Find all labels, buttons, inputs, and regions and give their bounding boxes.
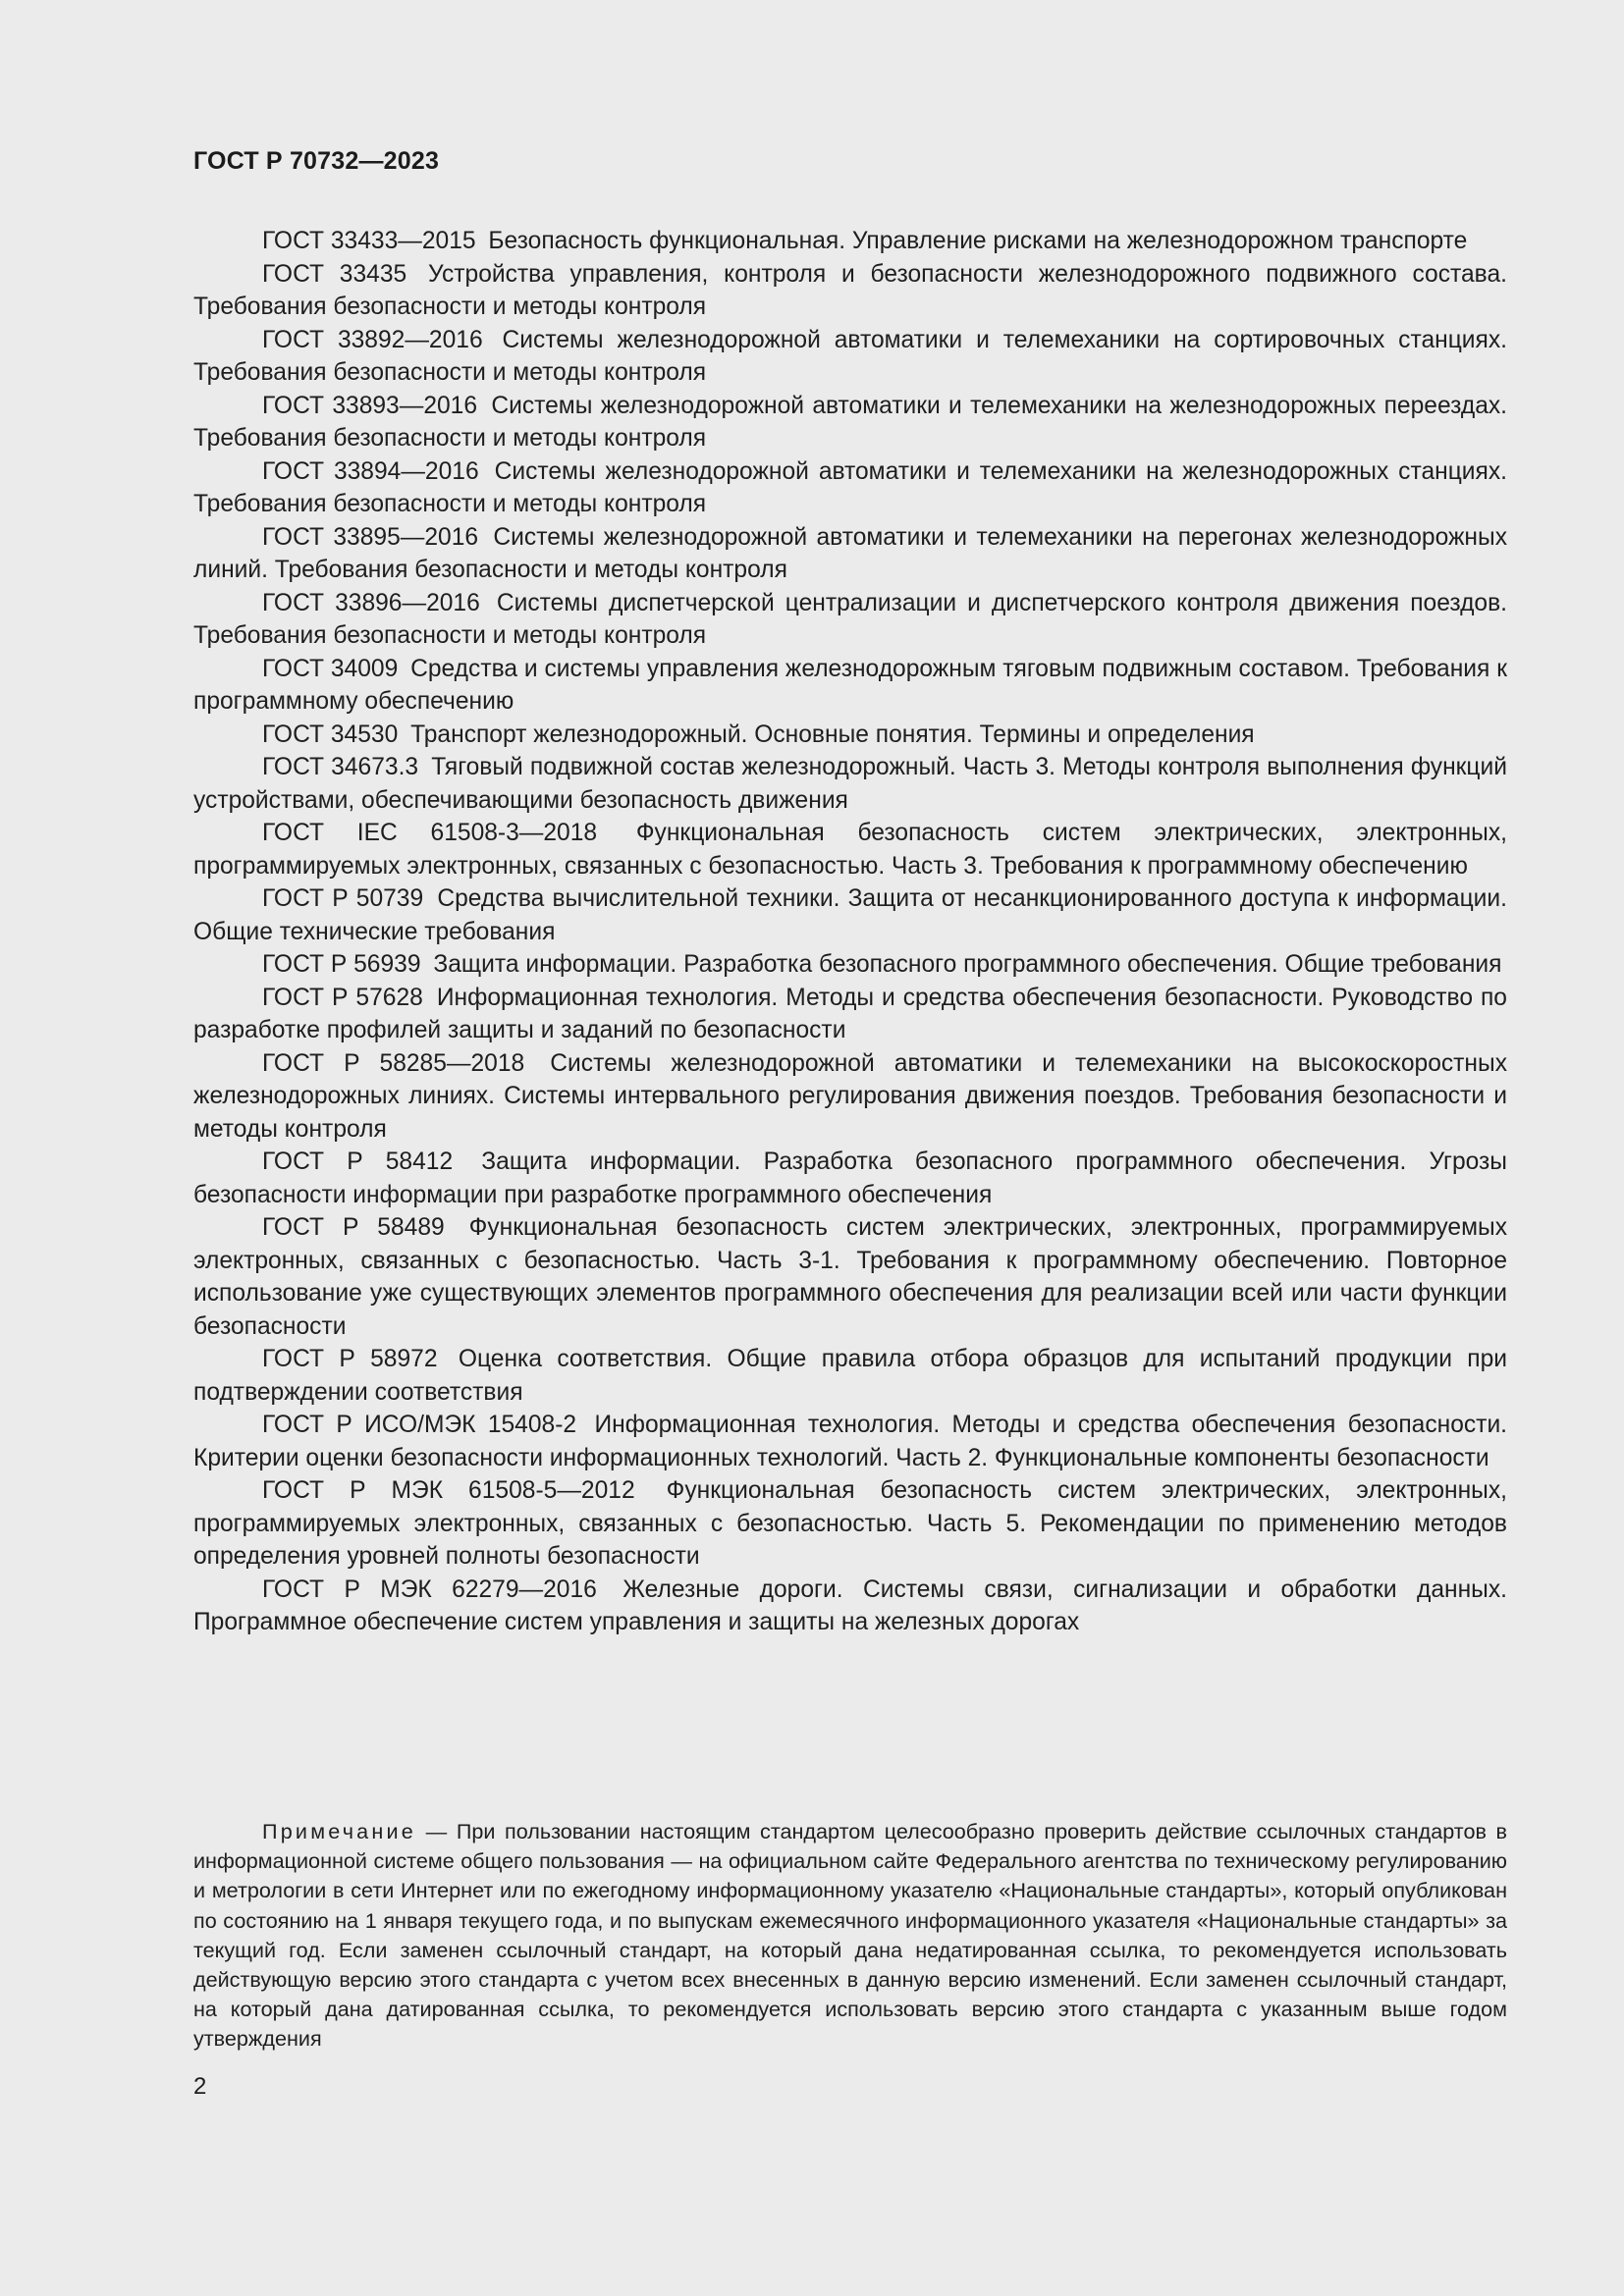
- reference-title: Информационная технология. Методы и средства обеспечения безопасности. Критерии оценки безопасности информационных технологий. Часть 2. Функциональные компоненты безопасности: [193, 1412, 1508, 1471]
- note-label: Примечание: [262, 1819, 416, 1843]
- reference-title: Средства и системы управления железнодорожным тяговым подвижным составом. Требования к программному обеспечению: [193, 655, 1507, 715]
- reference-title: Средства вычислительной техники. Защита от несанкционированного доступа к информации. Общие технические требования: [193, 885, 1507, 945]
- reference-title: Защита информации. Разработка безопасного программного обеспечения. Угрозы безопасности информации при разработке программного обеспечения: [193, 1148, 1507, 1208]
- reference-item: [193, 948, 1507, 982]
- reference-item: [193, 1047, 1507, 1147]
- reference-code: ГОСТ IEC 61508-3—2018: [262, 820, 598, 846]
- reference-code: ГОСТ Р 57628: [262, 984, 423, 1011]
- reference-title: Системы железнодорожной автоматики и телемеханики на перегонах железнодорожных линий. Требования безопасности и методы контроля: [193, 523, 1507, 583]
- reference-item: [193, 653, 1507, 719]
- reference-title: Системы железнодорожной автоматики и телемеханики на сортировочных станциях. Требования безопасности и методы контроля: [193, 326, 1507, 386]
- reference-title: Транспорт железнодорожный. Основные понятия. Термины и определения: [410, 721, 1255, 748]
- reference-code: ГОСТ 33433—2015: [262, 228, 476, 254]
- page-number: 2: [193, 2073, 207, 2100]
- normative-references-list: [193, 225, 1507, 1639]
- reference-item: [193, 1146, 1507, 1211]
- reference-title: Системы диспетчерской централизации и диспетчерского контроля движения поездов. Требования безопасности и методы контроля: [193, 589, 1507, 649]
- reference-code: ГОСТ Р МЭК 61508-5—2012: [262, 1477, 635, 1504]
- reference-code: ГОСТ 33892—2016: [262, 326, 483, 353]
- reference-item: [193, 982, 1507, 1047]
- reference-item: [193, 1343, 1507, 1409]
- reference-code: ГОСТ Р ИСО/МЭК 15408-2: [262, 1412, 577, 1438]
- reference-code: ГОСТ Р 56939: [262, 951, 421, 978]
- reference-item: [193, 1574, 1507, 1639]
- reference-title: Системы железнодорожной автоматики и телемеханики на железнодорожных станциях. Требования безопасности и методы контроля: [193, 457, 1507, 517]
- reference-code: ГОСТ 33435: [262, 260, 407, 288]
- reference-item: [193, 1211, 1507, 1343]
- reference-code: ГОСТ Р 58285—2018: [262, 1049, 525, 1077]
- reference-code: ГОСТ 34530: [262, 721, 399, 748]
- reference-code: ГОСТ 34009: [262, 655, 399, 682]
- reference-item: [193, 324, 1507, 390]
- reference-title: Функциональная безопасность систем электрических, электронных, программируемых электронных, связанных с безопасностью. Часть 3. Требования к программному обеспечению: [193, 820, 1507, 880]
- reference-title: Железные дороги. Системы связи, сигнализации и обработки данных. Программное обеспечение систем управления и защиты на железных дорогах: [193, 1575, 1507, 1635]
- document-header: ГОСТ Р 70732—2023: [193, 147, 440, 175]
- reference-title: Безопасность функциональная. Управление рисками на железнодорожном транспорте: [488, 228, 1468, 254]
- reference-item: [193, 587, 1507, 653]
- reference-item: [193, 225, 1507, 258]
- reference-item: [193, 751, 1507, 817]
- reference-item: [193, 882, 1507, 948]
- reference-item: [193, 521, 1507, 587]
- reference-title: Функциональная безопасность систем электрических, электронных, программируемых электронных, связанных с безопасностью. Часть 5. Рекомендации по применению методов определения уровней полноты безопасности: [193, 1477, 1507, 1570]
- reference-item: [193, 258, 1507, 324]
- reference-code: ГОСТ 34673.3: [262, 754, 419, 780]
- reference-code: ГОСТ Р МЭК 62279—2016: [262, 1575, 597, 1603]
- reference-item: [193, 455, 1507, 521]
- reference-code: ГОСТ 33896—2016: [262, 589, 480, 616]
- reference-item: [193, 719, 1507, 752]
- reference-item: [193, 1474, 1507, 1574]
- reference-title: Устройства управления, контроля и безопасности железнодорожного подвижного состава. Требования безопасности и методы контроля: [193, 260, 1507, 320]
- reference-title: Защита информации. Разработка безопасного программного обеспечения. Общие требования: [433, 951, 1502, 978]
- note-paragraph: [193, 1817, 1507, 2055]
- reference-code: ГОСТ 33893—2016: [262, 392, 478, 419]
- reference-item: [193, 1409, 1507, 1474]
- reference-code: ГОСТ Р 58489: [262, 1214, 445, 1241]
- reference-code: ГОСТ 33894—2016: [262, 457, 479, 485]
- reference-code: ГОСТ Р 58412: [262, 1148, 454, 1175]
- reference-title: Тяговый подвижной состав железнодорожный. Часть 3. Методы контроля выполнения функций устройствами, обеспечивающими безопасность движения: [193, 754, 1507, 814]
- reference-item: [193, 817, 1507, 882]
- reference-title: Функциональная безопасность систем электрических, электронных, программируемых электронных, связанных с безопасностью. Часть 3-1. Требования к программному обеспечению. Повторное использование уже существующих элементов программного обеспечения для реализации всей или части функции безопасности: [193, 1214, 1507, 1340]
- reference-code: ГОСТ 33895—2016: [262, 523, 479, 551]
- note-text: — При пользовании настоящим стандартом целесообразно проверить действие ссылочных стандартов в информационной системе общего пользования — на официальном сайте Федерального агентства по техническому регулированию и метрологии в сети Интернет или по ежегодному информационному указателю «Национальные стандарты», который опубликован по состоянию на 1 января текущего года, и по выпускам ежемесячного информационного указателя «Национальные стандарты» за текущий год. Если заменен ссылочный стандарт, на который дана недатированная ссылка, то рекомендуется использовать действующую версию этого стандарта с учетом всех внесенных в данную версию изменений. Если заменен ссылочный стандарт, на который дана датированная ссылка, то рекомендуется использовать версию этого стандарта с указанным выше годом утверждения: [193, 1819, 1508, 2052]
- reference-code: ГОСТ Р 58972: [262, 1346, 438, 1372]
- reference-code: ГОСТ Р 50739: [262, 885, 424, 912]
- reference-title: Информационная технология. Методы и средства обеспечения безопасности. Руководство по разработке профилей защиты и заданий по безопасности: [193, 984, 1507, 1043]
- reference-item: [193, 390, 1507, 455]
- reference-title: Оценка соответствия. Общие правила отбора образцов для испытаний продукции при подтверждении соответствия: [193, 1346, 1507, 1406]
- reference-title: Системы железнодорожной автоматики и телемеханики на высокоскоростных железнодорожных линиях. Системы интервального регулирования движения поездов. Требования безопасности и методы контроля: [193, 1049, 1507, 1143]
- reference-title: Системы железнодорожной автоматики и телемеханики на железнодорожных переездах. Требования безопасности и методы контроля: [193, 392, 1507, 452]
